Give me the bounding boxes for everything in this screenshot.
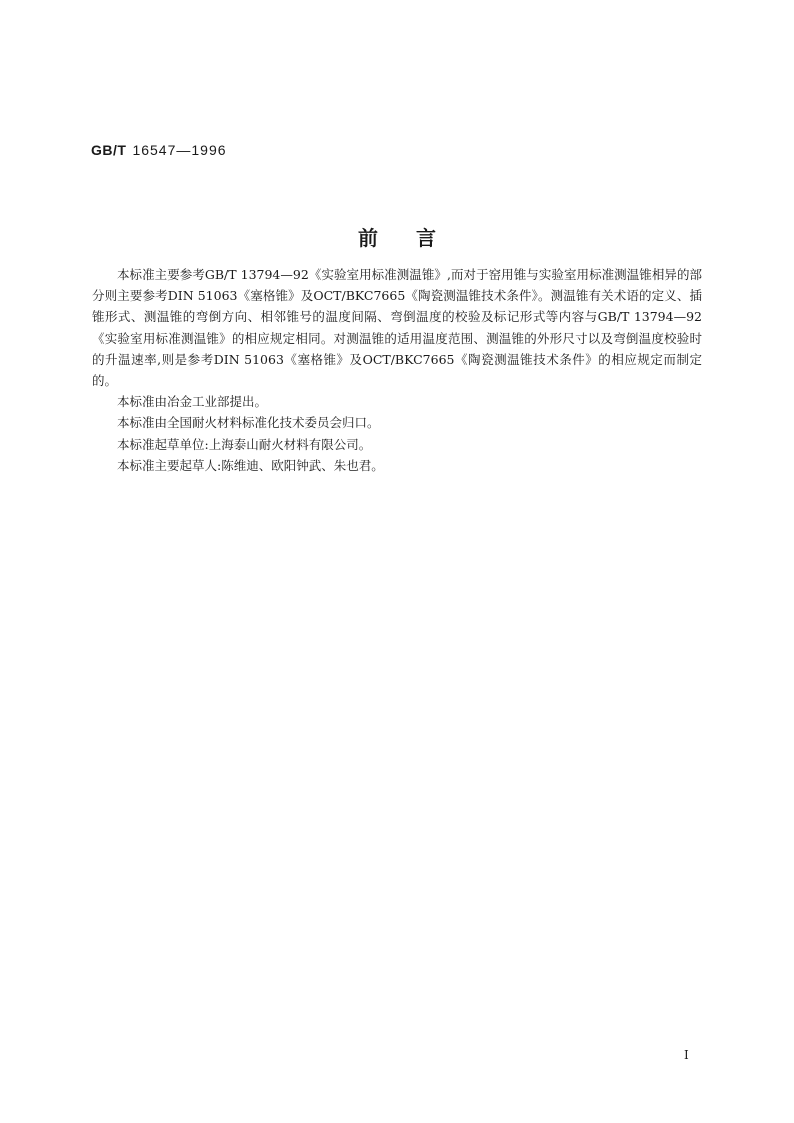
paragraph-administered-by: 本标准由全国耐火材料标准化技术委员会归口。	[117, 415, 380, 431]
foreword-body	[92, 264, 702, 476]
paragraph-drafting-unit: 本标准起草单位:上海泰山耐火材料有限公司。	[117, 436, 372, 452]
standard-number-value: 16547—1996	[132, 142, 227, 158]
standard-code: GB/T	[91, 142, 127, 158]
paragraph-references: 本标准主要参考GB/T 13794—92《实验室用标准测温锥》,而对于窑用锥与实验室用标准测温锥相异的部分则主要参考DIN 51063《塞格锥》及OCT/BKC7665《陶瓷测温锥技术条件》。测温锥有关术语的定义、插锥形式、测温锥的弯倒方向、相邻锥号的温度间隔、弯倒温度的校验及标记形式等内容与GB/T 13794—92《实验室用标准测温锥》的相应规定相同。对测温锥的适用温度范围、测温锥的外形尺寸以及弯倒温度校验时的升温速率,则是参考DIN 51063《塞格锥》及OCT/BKC7665《陶瓷测温锥技术条件》的相应规定而制定的。	[92, 267, 702, 389]
paragraph-proposed-by: 本标准由冶金工业部提出。	[117, 394, 268, 410]
foreword-title: 前言	[358, 226, 474, 250]
standard-number	[91, 142, 227, 158]
page-number: I	[684, 1048, 689, 1062]
paragraph-drafters: 本标准主要起草人:陈维迪、欧阳钟武、朱也君。	[117, 457, 384, 473]
